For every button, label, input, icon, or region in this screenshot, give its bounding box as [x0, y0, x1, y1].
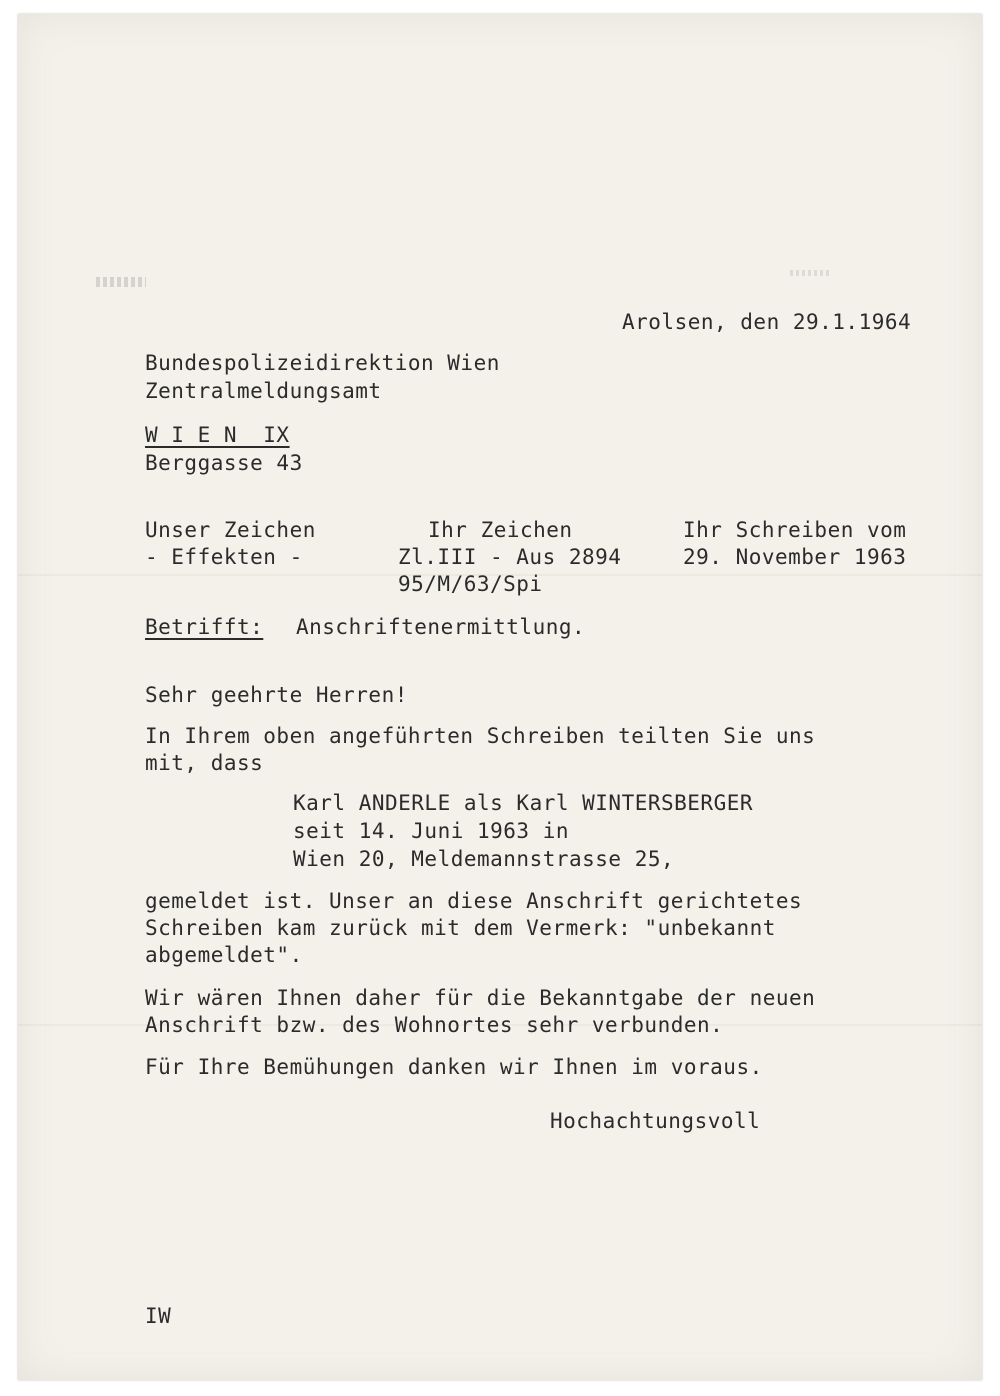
your-reference-label: Ihr Zeichen [428, 518, 573, 542]
closing: Hochachtungsvoll [550, 1109, 761, 1133]
body-line: In Ihrem oben angeführten Schreiben teilten Sie uns [145, 724, 816, 748]
body-line: Für Ihre Bemühungen danken wir Ihnen im voraus. [145, 1055, 763, 1079]
your-letter-date: 29. November 1963 [683, 545, 907, 569]
salutation: Sehr geehrte Herren! [145, 683, 408, 707]
initials: IW [145, 1304, 172, 1328]
our-reference-value: - Effekten - [145, 545, 303, 569]
place-date: Arolsen, den 29.1.1964 [622, 310, 912, 334]
your-letter-label: Ihr Schreiben vom [683, 518, 907, 542]
body-line: Wir wären Ihnen daher für die Bekanntgabe der neuen [145, 986, 816, 1010]
recipient-line-2: Zentralmeldungsamt [145, 379, 382, 403]
recipient-street: Berggasse 43 [145, 451, 303, 475]
subject-label: Betrifft: [145, 615, 264, 639]
subject-value: Anschriftenermittlung. [296, 615, 586, 639]
person-line: seit 14. Juni 1963 in [293, 819, 570, 843]
recipient-line-1: Bundespolizeidirektion Wien [145, 351, 500, 375]
your-reference-value-1: Zl.III - Aus 2894 [398, 545, 622, 569]
body-line: Anschrift bzw. des Wohnortes sehr verbunden. [145, 1013, 724, 1037]
person-line: Wien 20, Meldemannstrasse 25, [293, 847, 675, 871]
body-line: Schreiben kam zurück mit dem Vermerk: "unbekannt [145, 916, 776, 940]
body-line: mit, dass [145, 751, 264, 775]
recipient-city: W I E N IX [145, 423, 290, 447]
body-line: gemeldet ist. Unser an diese Anschrift gerichtetes [145, 889, 803, 913]
your-reference-value-2: 95/M/63/Spi [398, 572, 543, 596]
body-line: abgemeldet". [145, 943, 303, 967]
person-line: Karl ANDERLE als Karl WINTERSBERGER [293, 791, 754, 815]
faint-stamp-mark [96, 277, 146, 287]
faint-stamp-mark [790, 270, 830, 276]
our-reference-label: Unser Zeichen [145, 518, 316, 542]
